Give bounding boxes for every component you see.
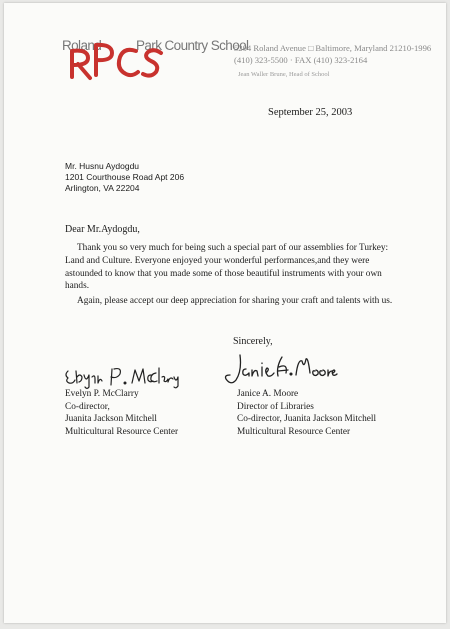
- recipient-name: Mr. Husnu Aydogdu: [65, 161, 140, 171]
- signer-right-name: Janice A. Moore: [237, 389, 299, 399]
- school-monogram-logo: [66, 37, 166, 81]
- body-paragraph-2: [65, 295, 399, 308]
- paragraph-2-line-1: Again, please accept our deep appreciation for sharing your craft and talents with us.: [77, 296, 393, 306]
- signature-left: [62, 361, 182, 391]
- school-address: [234, 43, 431, 66]
- signer-right-title-1: Director of Libraries: [237, 401, 314, 412]
- signer-left-title-1: Co-director,: [65, 401, 110, 412]
- paragraph-1-line-3: astounded to know that you made some of those beautiful instruments with your own: [65, 268, 382, 279]
- paragraph-1-line-1: Thank you so very much for being such a special part of our assemblies for Turkey:: [77, 243, 389, 253]
- paragraph-1-line-4: hands.: [65, 281, 90, 292]
- school-name-right: Park Country School: [136, 38, 249, 53]
- address-line-1: 5204 Roland Avenue □ Baltimore, Maryland 21210-1996: [234, 43, 432, 53]
- head-of-school: Jean Waller Brune, Head of School: [238, 71, 330, 78]
- salutation: Dear Mr.Aydogdu,: [65, 224, 140, 235]
- recipient-street: 1201 Courthouse Road Apt 206: [65, 172, 185, 182]
- signer-left-block: [65, 388, 178, 438]
- signer-right-title-2: Co-director, Juanita Jackson Mitchell: [237, 414, 377, 425]
- signature-right: [222, 349, 338, 387]
- body-paragraph-1: [65, 242, 399, 293]
- recipient-address-block: [65, 161, 184, 194]
- signer-right-title-3: Multicultural Resource Center: [237, 426, 351, 437]
- signer-left-title-2: Juanita Jackson Mitchell: [65, 414, 157, 425]
- closing: Sincerely,: [233, 336, 273, 347]
- letter-date: September 25, 2003: [268, 107, 353, 118]
- signer-left-name: Evelyn P. McClarry: [65, 389, 139, 399]
- letter-page: [4, 3, 446, 623]
- signer-left-title-3: Multicultural Resource Center: [65, 426, 179, 437]
- school-name-left: Roland: [62, 38, 102, 53]
- signer-right-block: [237, 388, 376, 438]
- paragraph-1-line-2: Land and Culture. Everyone enjoyed your wonderful performances,and they were: [65, 255, 370, 266]
- address-line-2: (410) 323-5500 · FAX (410) 323-2164: [234, 54, 368, 65]
- recipient-city: Arlington, VA 22204: [65, 183, 140, 193]
